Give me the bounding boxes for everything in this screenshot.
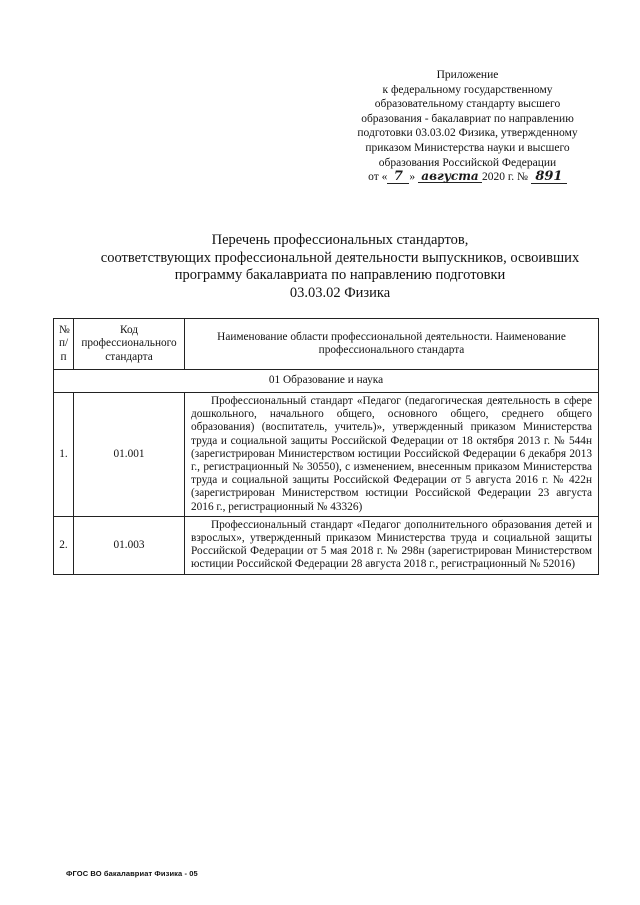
handwritten-order-number: 891 xyxy=(531,171,567,184)
handwritten-month: августа xyxy=(418,170,482,183)
section-title: 01 Образование и наука xyxy=(54,370,599,393)
row-num: 1. xyxy=(54,393,74,517)
appendix-line: к федеральному государственному xyxy=(382,83,553,96)
row-description: Профессиональный стандарт «Педагог дополнительного образования детей и взрослых», утвержденный приказом Министерства труда и социальной защиты Российской Федерации от 5 мая 2018 г. № 298н (зарегистрирован Министерством юстиции Российской Федерации 28 августа 2018 г., регистрационный № 52016) xyxy=(185,516,599,574)
date-mid: » xyxy=(409,171,416,184)
appendix-line: подготовки 03.03.02 Физика, утвержденному xyxy=(357,127,578,140)
title-line: Перечень профессиональных стандартов, xyxy=(211,232,469,248)
appendix-line: Приложение xyxy=(436,69,499,81)
appendix-block xyxy=(335,68,600,188)
row-code: 01.001 xyxy=(74,393,185,517)
title-line: 03.03.02 Физика xyxy=(289,284,391,301)
table-row xyxy=(54,393,599,517)
table-row xyxy=(54,516,599,574)
title-line: программу бакалавриата по направлению подготовки xyxy=(174,267,506,283)
title-line: соответствующих профессиональной деятельности выпускников, освоивших xyxy=(100,249,580,266)
handwritten-day: 7 xyxy=(387,171,409,184)
header-num: № п/п xyxy=(54,319,74,370)
order-date-line xyxy=(335,170,600,188)
appendix-line: образования Российской Федерации xyxy=(378,156,557,169)
row-num: 2. xyxy=(54,516,74,574)
header-code: Код профессионального стандарта xyxy=(74,319,185,370)
page-title xyxy=(40,232,640,302)
standards-table xyxy=(53,318,599,575)
appendix-line: образования - бакалавриат по направлению xyxy=(361,112,574,125)
appendix-line: образовательному стандарту высшего xyxy=(374,98,561,111)
table-header-row xyxy=(54,319,599,370)
row-code: 01.003 xyxy=(74,516,185,574)
row-description: Профессиональный стандарт «Педагог (педагогическая деятельность в сфере дошкольного, начального общего, основного общего, среднего общего образования) (воспитатель, учитель)», утвержденный приказом Министерства труда и социальной защиты Российской Федерации от 18 октября 2013 г. № 544н (зарегистрирован Министерством юстиции Российской Федерации 6 декабря 2013 г., регистрационный № 30550), с изменением, внесенным приказом Министерства труда и социальной защиты Российской Федерации от 5 августа 2016 г. № 422н (зарегистрирован Министерством юстиции Российской Федерации 23 августа 2016 г., регистрационный № 43326) xyxy=(185,393,599,517)
section-row xyxy=(54,370,599,393)
header-name: Наименование области профессиональной деятельности. Наименование профессионального стандарта xyxy=(185,319,599,370)
appendix-line: приказом Министерства науки и высшего xyxy=(365,141,570,154)
date-prefix: от « xyxy=(368,171,388,184)
page-footer: ФГОС ВО бакалавриат Физика - 05 xyxy=(66,869,198,878)
date-year: 2020 г. № xyxy=(481,171,529,184)
